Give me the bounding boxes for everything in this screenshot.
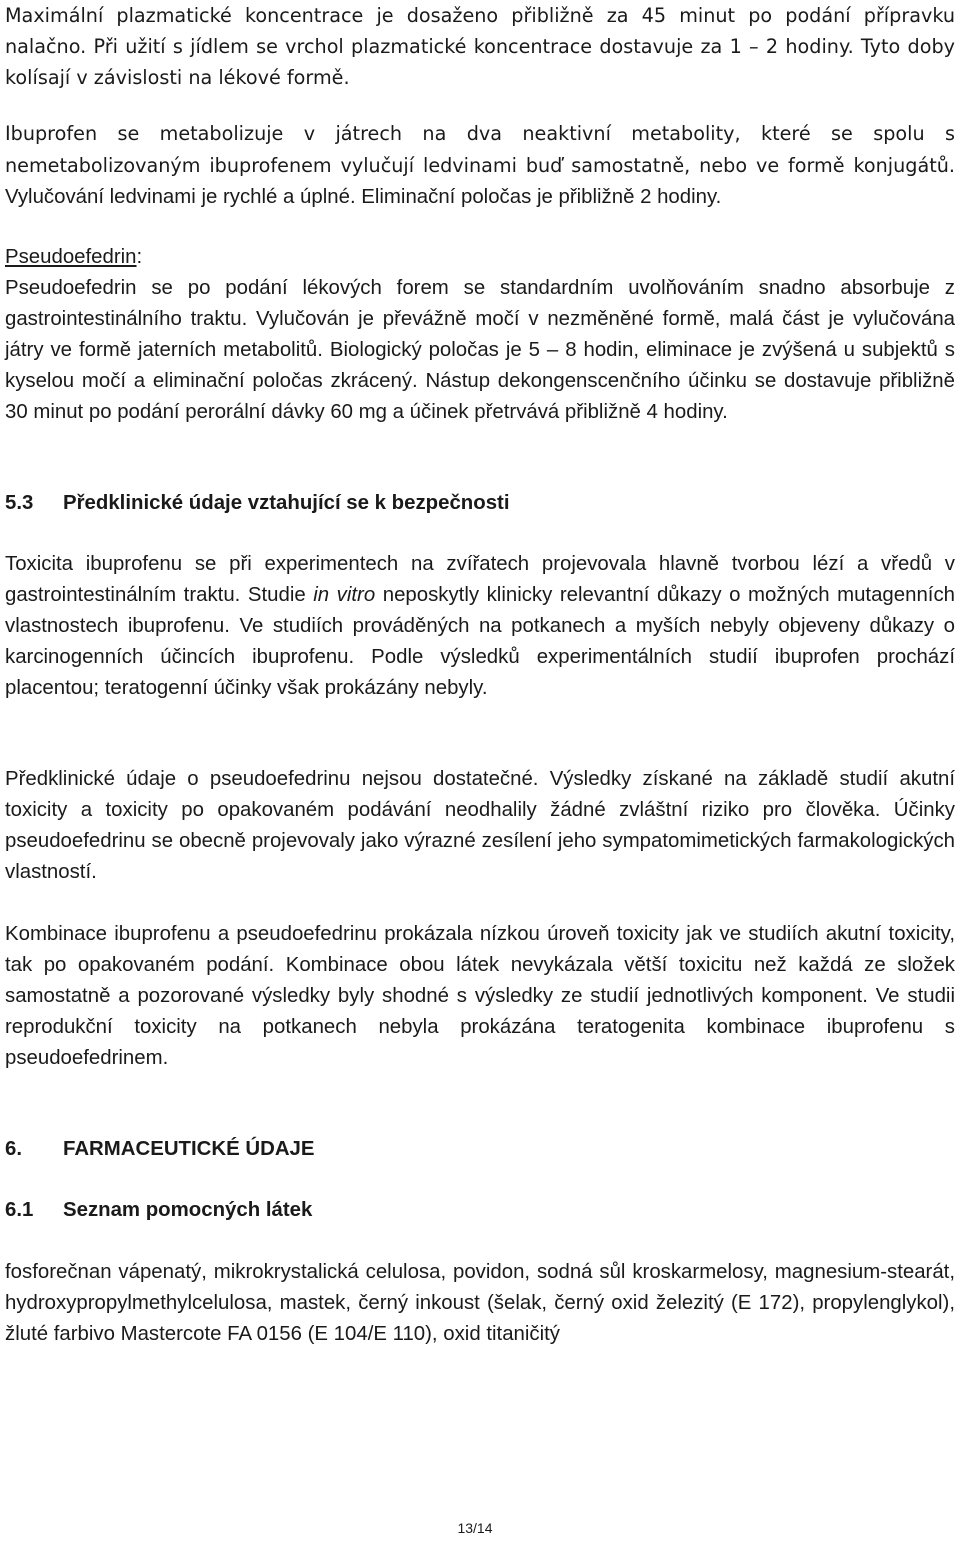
section-number: 6.1	[5, 1199, 34, 1221]
metabolism-text: Ibuprofen se metabolizuje v játrech na dva neaktivní metabolity, které se spolu s nemetabolizovaným ibuprofenem vylučují ledvinami buď samostatně, nebo ve formě konjugátů.	[5, 122, 955, 177]
pseudoefedrin-heading	[5, 242, 955, 273]
excipients-paragraph: fosforečnan vápenatý, mikrokrystalická celulosa, povidon, sodná sůl kroskarmelosy, magnesium-stearát, hydroxypropylmethylcelulosa, mastek, černý inkoust (šelak, černý oxid železitý (E 172), propylenglykol), žluté farbivo Mastercote FA 0156 (E 104/E 110), oxid titaničitý	[5, 1261, 955, 1345]
section-5-3-heading	[5, 488, 955, 519]
pseudoefedrin-paragraph: Pseudoefedrin se po podání lékových forem se standardním uvolňováním snadno absorbuje z gastrointestinálního traktu. Vylučován je převážně močí v nezměněné formě, malá část je vylučována játry ve formě jaterních metabolitů. Biologický poločas je 5 – 8 hodin, eliminace je zvýšená u subjektů s kyselou močí a eliminační poločas zkrácený. Nástup dekongenscenčního účinku se dostavuje přibližně 30 minut po podání perorální dávky 60 mg a účinek přetrvává přibližně 4 hodiny.	[5, 277, 955, 423]
absorption-paragraph: Maximální plazmatické koncentrace je dosaženo přibližně za 45 minut po podání přípravku nalačno. Při užití s jídlem se vrchol plazmatické koncentrace dostavuje za 1 – 2 hodiny. Tyto doby kolísají v závislosti na lékové formě.	[5, 4, 955, 89]
combination-paragraph: Kombinace ibuprofenu a pseudoefedrinu prokázala nízkou úroveň toxicity jak ve studiích akutní toxicity, tak po opakovaném podání. Kombinace obou látek nevykázala větší toxicitu než každá ze složek samostatně a pozorované výsledky byly shodné s výsledky ze studií jednotlivých komponent. Ve studii reprodukční toxicity na potkanech nebyla prokázána teratogenita kombinace ibuprofenu s pseudoefedrinem.	[5, 923, 955, 1069]
preclinical-pseudoefedrin-paragraph: Předklinické údaje o pseudoefedrinu nejsou dostatečné. Výsledky získané na základě studií akutní toxicity a toxicity po opakovaném podávání neodhalily žádné zvláštní riziko pro člověka. Účinky pseudoefedrinu se obecně projevovaly jako výrazné zesílení jeho sympatomimetických farmakologických vlastností.	[5, 768, 955, 883]
section-title: Předklinické údaje vztahující se k bezpečnosti	[63, 492, 510, 514]
section-6-1-heading	[5, 1195, 955, 1226]
elimination-text: Vylučování ledvinami je rychlé a úplné. Eliminační poločas je přibližně 2 hodiny.	[5, 186, 722, 208]
pseudoefedrin-label: Pseudoefedrin	[5, 246, 137, 268]
metabolism-paragraph	[5, 118, 955, 213]
section-title: FARMACEUTICKÉ ÚDAJE	[63, 1138, 315, 1160]
page-number: 13/14	[457, 1520, 493, 1536]
toxicity-paragraph	[5, 549, 955, 704]
section-number: 6.	[5, 1138, 23, 1160]
section-6-heading	[5, 1134, 955, 1165]
section-title: Seznam pomocných látek	[63, 1199, 313, 1221]
pseudoefedrin-colon: :	[136, 246, 143, 268]
toxicity-text-1: Toxicita ibuprofenu se při experimentech na zvířatech projevovala hlavně tvorbou lézí a vředů v gastrointestinálním traktu. Studie	[5, 553, 955, 606]
in-vitro-text: in vitro	[313, 584, 376, 606]
toxicity-text-2: neposkytly klinicky relevantní důkazy o možných mutagenních vlastnostech ibuprofenu. Ve studiích prováděných na potkanech a myších nebyly objeveny důkazy o karcinogenních účincích ibuprofenu. Podle výsledků experimentálních studií ibuprofen prochází placentou; teratogenní účinky však prokázány nebyly.	[5, 584, 955, 699]
section-number: 5.3	[5, 492, 34, 514]
